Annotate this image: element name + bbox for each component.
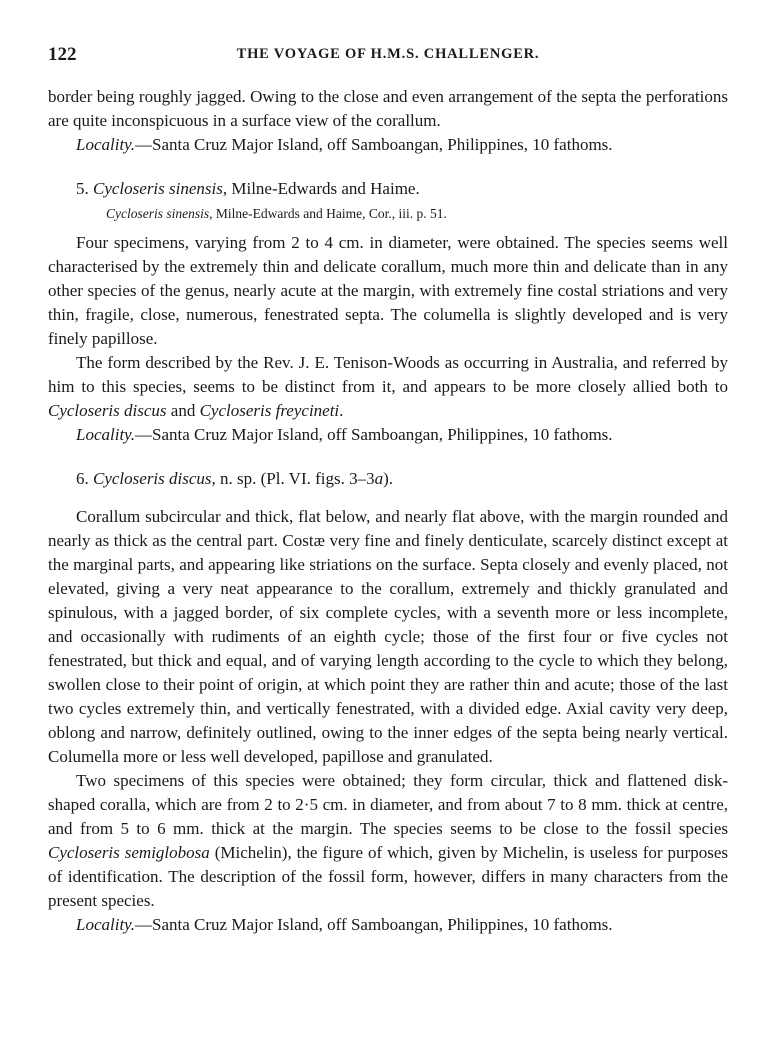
locality-line: Locality.—Santa Cruz Major Island, off Samboangan, Philippines, 10 fathoms. <box>76 135 613 154</box>
remarks-paragraph: Two specimens of this species were obtained; they form circular, thick and flattened disk-shaped coralla, which are from 2 to 2·5 cm. in diameter, and from about 7 to 8 mm. thick at centre, and from 5 to 6 mm. thick at the margin. The species seems to be close to the fossil species Cycloseris semiglobosa (Michelin), the figure of which, given by Michelin, is useless for purposes of identification. The description of the fossil form, however, differs in many characters from the present species. <box>48 771 728 910</box>
page-header <box>48 44 728 68</box>
synonymy-citation: Cycloseris sinensis, Milne-Edwards and Haime, Cor., iii. p. 51. <box>106 206 447 221</box>
species-heading: 6. Cycloseris discus, n. sp. (Pl. VI. figs. 3–3a). <box>76 469 394 488</box>
description-paragraph: Four specimens, varying from 2 to 4 cm. in diameter, were obtained. The species seems well characterised by the extremely thin and delicate corallum, much more thin and delicate than in any other species of the genus, nearly acute at the margin, with extremely fine costal striations and very thin, fragile, close, numerous, fenestrated septa. The columella is slightly developed and is very finely papillose. <box>48 233 728 348</box>
locality-line: Locality.—Santa Cruz Major Island, off Samboangan, Philippines, 10 fathoms. <box>76 425 613 444</box>
page-number: 122 <box>48 44 77 65</box>
remarks-paragraph: The form described by the Rev. J. E. Tenison-Woods as occurring in Australia, and referred by him to this species, seems to be distinct from it, and appears to be more closely allied both to Cycloseris discus and Cycloseris freycineti. <box>48 353 728 420</box>
continued-paragraph: border being roughly jagged. Owing to the close and even arrangement of the septa the perforations are quite inconspicuous in a surface view of the corallum. <box>48 87 728 130</box>
body-text <box>48 85 728 937</box>
locality-line: Locality.—Santa Cruz Major Island, off Samboangan, Philippines, 10 fathoms. <box>76 915 613 934</box>
running-title: THE VOYAGE OF H.M.S. CHALLENGER. <box>236 46 540 62</box>
species-heading: 5. Cycloseris sinensis, Milne-Edwards and Haime. <box>76 179 420 198</box>
description-paragraph: Corallum subcircular and thick, flat below, and nearly flat above, with the margin rounded and nearly as thick as the central part. Costæ very fine and finely denticulate, scarcely distinct except at the marginal parts, and appearing like striations on the surface. Septa closely and evenly placed, not elevated, giving a very neat appearance to the corallum, extremely and thickly granulated and spinulous, with a jagged border, of six complete cycles, with a seventh more or less incomplete, and occasionally with rudiments of an eighth cycle; those of the first four or five cycles not fenestrated, but thick and equal, and of varying length according to the cycle to which they belong, swollen close to their point of origin, at which point they are rather thin and acute; those of the last two cycles extremely thin, and vertically fenestrated, with a divided edge. Axial cavity very deep, oblong and narrow, definitely outlined, owing to the inner edges of the septa being nearly vertical. Columella more or less well developed, papillose and granulated. <box>48 507 728 766</box>
